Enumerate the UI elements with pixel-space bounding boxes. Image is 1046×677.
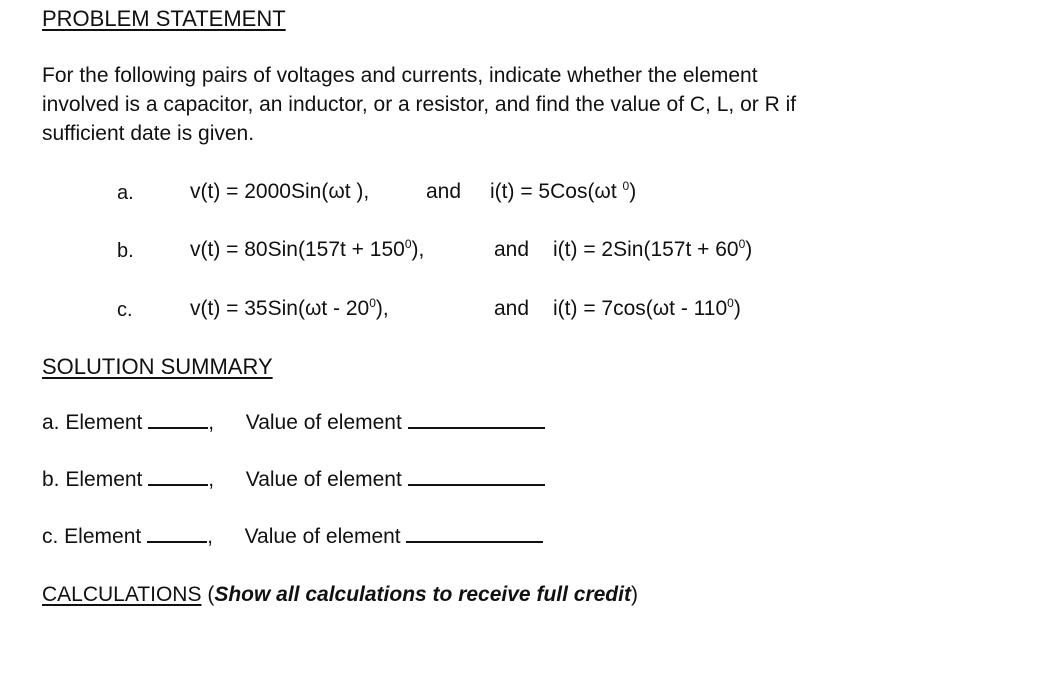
value-label: Value of element (245, 468, 402, 491)
degree-superscript: 0 (404, 237, 412, 251)
item-c-label: c. (117, 299, 133, 321)
item-c-and: and (494, 297, 530, 320)
calculations-note: Show all calculations to receive full credit (214, 583, 631, 606)
item-a-and: and (426, 180, 462, 203)
current-text-end: ) (629, 180, 637, 203)
degree-superscript: 0 (738, 237, 746, 251)
degree-superscript: 0 (369, 296, 376, 310)
item-b-current (553, 238, 752, 262)
current-text: i(t) = 7cos(ωt - 110 (553, 297, 728, 320)
value-label: Value of element (244, 525, 401, 548)
item-b-label: b. (117, 240, 134, 262)
summary-row-c (42, 525, 543, 549)
item-a-current (490, 180, 636, 204)
degree-superscript: 0 (622, 179, 630, 193)
item-c-voltage (190, 297, 389, 321)
value-blank[interactable] (408, 411, 545, 429)
problem-text-line: sufficient date is given. (42, 122, 255, 145)
voltage-text: v(t) = 80Sin(157t + 150 (190, 238, 405, 261)
current-text: i(t) = 5Cos(ωt (490, 180, 623, 203)
comma: , (207, 525, 213, 548)
element-blank[interactable] (148, 411, 208, 429)
voltage-text-end: ), (375, 297, 389, 320)
problem-statement-heading: PROBLEM STATEMENT (42, 6, 286, 31)
value-blank[interactable] (408, 468, 545, 486)
item-a-voltage (190, 180, 369, 204)
element-label: b. Element (42, 468, 143, 491)
element-blank[interactable] (147, 525, 207, 543)
summary-row-b (42, 468, 545, 492)
item-b-voltage (190, 238, 424, 262)
value-label: Value of element (245, 411, 402, 434)
open-paren: ( (207, 583, 215, 606)
current-text-end: ) (745, 238, 753, 261)
item-a-label: a. (117, 182, 134, 204)
element-label: c. Element (42, 525, 142, 548)
item-c-current (553, 297, 741, 321)
close-paren: ) (630, 583, 638, 606)
degree-superscript: 0 (727, 296, 734, 310)
problem-text-line: For the following pairs of voltages and currents, indicate whether the element (42, 64, 758, 87)
comma: , (208, 411, 215, 434)
current-text: i(t) = 2Sin(157t + 60 (553, 238, 739, 261)
voltage-text-end: ), (411, 238, 425, 261)
comma: , (208, 468, 215, 491)
calculations-title: CALCULATIONS (42, 583, 202, 606)
item-b-and: and (494, 238, 530, 261)
problem-text-line: involved is a capacitor, an inductor, or a resistor, and find the value of C, L, or R if (42, 93, 797, 116)
problem-text (42, 61, 1032, 148)
calculations-heading (42, 583, 638, 607)
element-blank[interactable] (148, 468, 208, 486)
voltage-text: v(t) = 35Sin(ωt - 20 (190, 297, 370, 320)
element-label: a. Element (42, 411, 143, 434)
value-blank[interactable] (406, 525, 543, 543)
summary-row-a (42, 411, 545, 435)
solution-summary-heading: SOLUTION SUMMARY (42, 354, 273, 379)
voltage-text: v(t) = 2000Sin(ωt ), (190, 180, 370, 203)
current-text-end: ) (733, 297, 741, 320)
